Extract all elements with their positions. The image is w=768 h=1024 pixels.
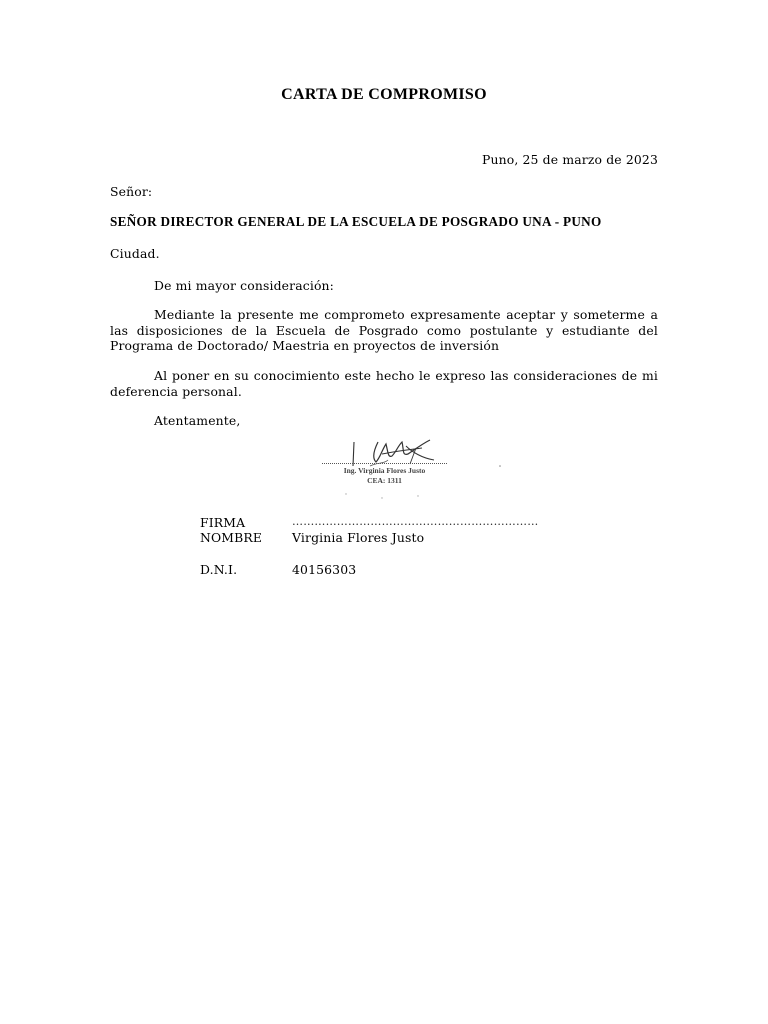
commitment-paragraph (110, 307, 658, 354)
dni-label: D.N.I. (200, 562, 238, 577)
nombre-value: Virginia Flores Justo (292, 530, 425, 545)
signature-line (322, 463, 447, 464)
nombre-label: NOMBRE (200, 530, 263, 545)
closing-paragraph (110, 368, 658, 399)
firma-dotted-line: ………………………………………………………… (292, 515, 539, 528)
recipient-line: SEÑOR DIRECTOR GENERAL DE LA ESCUELA DE POSGRADO UNA - PUNO (110, 214, 602, 229)
closing-line: Atentamente, (154, 413, 241, 428)
dni-value: 40156303 (292, 562, 357, 577)
date-line: Puno, 25 de marzo de 2023 (481, 152, 658, 167)
document-title: CARTA DE COMPROMISO (281, 86, 487, 103)
stamp-registration: CEA: 1311 (367, 476, 402, 485)
salutation: Señor: (110, 184, 153, 199)
signature-stamp (322, 436, 512, 506)
closing-paragraph-text: Al poner en su conocimiento este hecho le expreso las consideraciones de mi deferencia personal. (110, 368, 658, 399)
stamp-name: Ing. Virginia Flores Justo (343, 466, 426, 475)
commitment-paragraph-text: Mediante la presente me comprometo expresamente aceptar y someterme a las disposiciones de la Escuela de Posgrado como postulante y estudiante del Programa de Doctorado/ Maestria en proyectos de inversión (110, 307, 658, 354)
city-line: Ciudad. (110, 246, 160, 261)
greeting-line: De mi mayor consideración: (154, 278, 335, 293)
firma-label: FIRMA (200, 515, 246, 530)
